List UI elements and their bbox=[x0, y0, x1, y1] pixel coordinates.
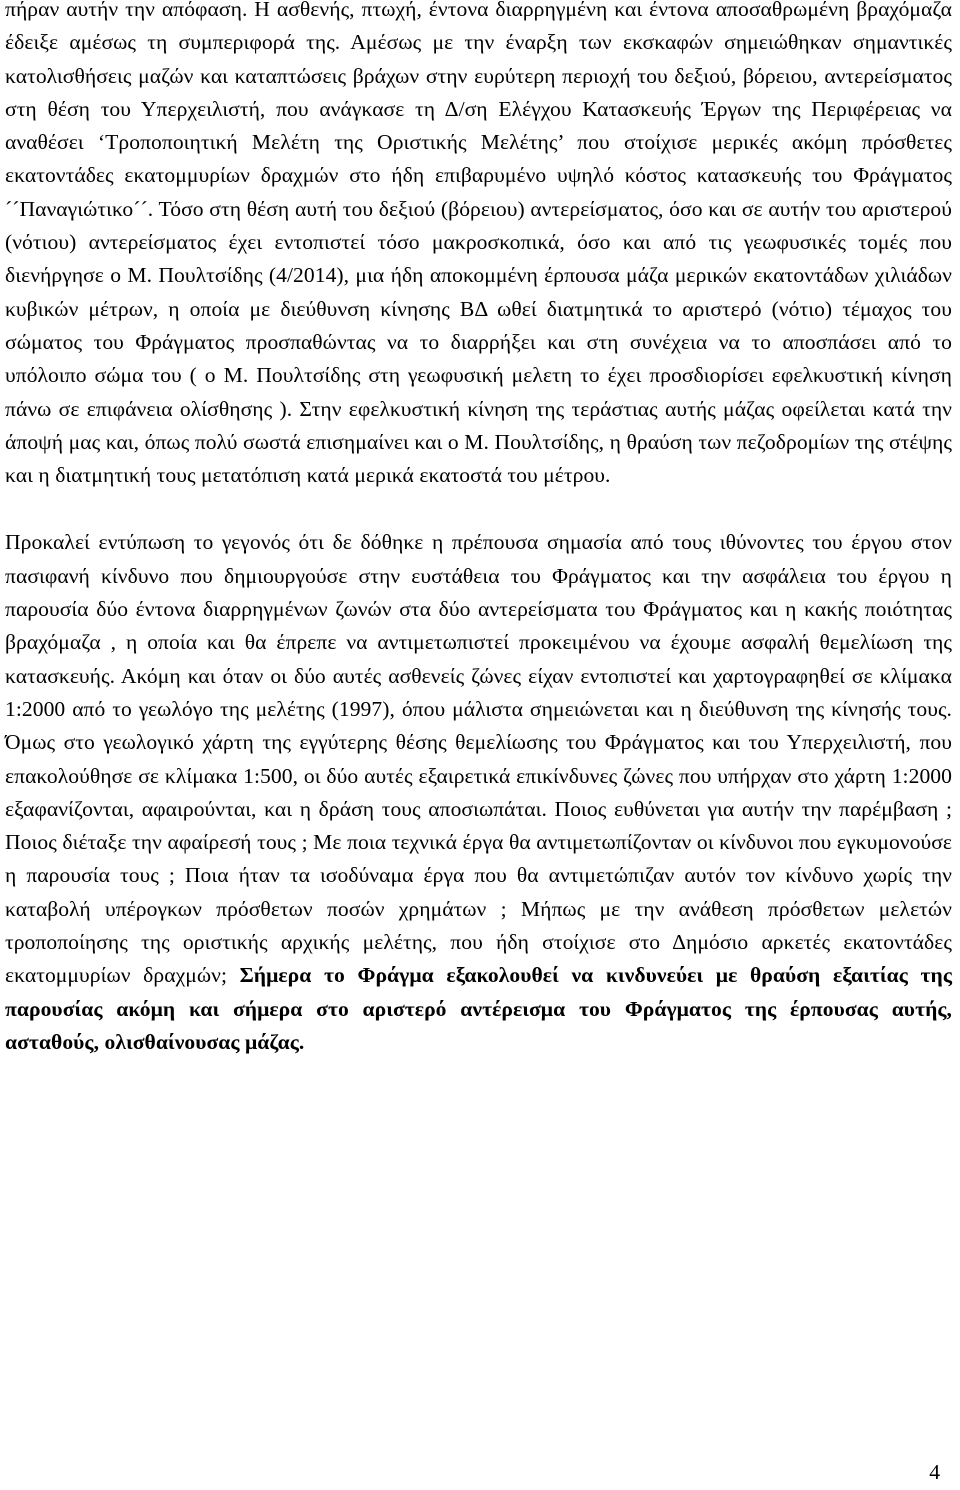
body-paragraph-2-bold-conclusion: Σήμερα το Φράγμα εξακολουθεί να κινδυνεύει με θραύση εξαιτίας της παρουσίας ακόμη και σήμερα στο αριστερό αντέρεισμα του Φράγματος της έρπουσας αυτής, ασταθούς, ολισθαίνουσας μάζας. bbox=[5, 963, 952, 1054]
body-paragraph-2-text: Προκαλεί εντύπωση το γεγονός ότι δε δόθηκε η πρέπουσα σημασία από τους ιθύνοντες του έργου στον πασιφανή κίνδυνο που δημιουργούσε στην ευστάθεια του Φράγματος και την ασφάλεια του έργου η παρουσία δύο έντονα διαρρηγμένων ζωνών στα δύο αντερείσματα του Φράγματος και η κακής ποιότητας βραχόμαζα , η οποία και θα έπρεπε να αντιμετωπιστεί προκειμένου να έχουμε ασφαλή θεμελίωση της κατασκευής. Ακόμη και όταν οι δύο αυτές ασθενείς ζώνες είχαν εντοπιστεί και χαρτογραφηθεί σε κλίμακα 1:2000 από το γεωλόγο της μελέτης (1997), όπου μάλιστα σημειώνεται και η διεύθυνση της κίνησής τους. Όμως στο γεωλογικό χάρτη της εγγύτερης θέσης θεμελίωσης του Φράγματος και του Υπερχειλιστή, που επακολούθησε σε κλίμακα 1:500, οι δύο αυτές εξαιρετικά επικίνδυνες ζώνες που υπήρχαν στο χάρτη 1:2000 εξαφανίζονται, αφαιρούνται, και η δράση τους αποσιωπάται. Ποιος ευθύνεται για αυτήν την παρέμβαση ; Ποιος διέταξε την αφαίρεσή τους ; Με ποια τεχνικά έργα θα αντιμετωπίζονταν οι κίνδυνοι που εγκυμονούσε η παρουσία τους ; Ποια ήταν τα ισοδύναμα έργα που θα αντιμετώπιζαν αυτόν τον κίνδυνο χωρίς την καταβολή υπέρογκων πρόσθετων ποσών χρημάτων ; Μήπως με την ανάθεση πρόσθετων μελετών τροποποίησης της οριστικής αρχικής μελέτης, που ήδη στοίχισε στο Δημόσιο αρκετές εκατοντάδες εκατομμυρίων δραχμών; bbox=[5, 530, 952, 988]
page-number: 4 bbox=[929, 1460, 940, 1484]
body-paragraph-2 bbox=[5, 526, 952, 1059]
document-page bbox=[5, 0, 952, 1059]
body-paragraph-1: πήραν αυτήν την απόφαση. Η ασθενής, πτωχή, έντονα διαρρηγμένη και έντονα αποσαθρωμένη βραχόμαζα έδειξε αμέσως τη συμπεριφορά της. Αμέσως με την έναρξη των εκσκαφών σημειώθηκαν σημαντικές κατολισθήσεις μαζών και καταπτώσεις βράχων στην ευρύτερη περιοχή του δεξιού, βόρειου, αντερείσματος στη θέση του Υπερχειλιστή, που ανάγκασε τη Δ/ση Ελέγχου Κατασκευής Έργων της Περιφέρειας να αναθέσει ‘Τροποποιητική Μελέτη της Οριστικής Μελέτης’ που στοίχισε μερικές ακόμη πρόσθετες εκατοντάδες εκατομμυρίων δραχμών στο ήδη επιβαρυμένο υψηλό κόστος κατασκευής του Φράγματος ´´Παναγιώτικο´´. Τόσο στη θέση αυτή του δεξιού (βόρειου) αντερείσματος, όσο και σε αυτήν του αριστερού (νότιου) αντερείσματος έχει εντοπιστεί τόσο μακροσκοπικά, όσο και από τις γεωφυσικές τομές που διενήργησε ο Μ. Πουλτσίδης (4/2014), μια ήδη αποκομμένη έρπουσα μάζα μερικών εκατοντάδων χιλιάδων κυβικών μέτρων, η οποία με διεύθυνση κίνησης ΒΔ ωθεί διατμητικά το αριστερό (νότιο) τέμαχος του σώματος του Φράγματος προσπαθώντας να το διαρρήξει και στη συνέχεια να το αποσπάσει από το υπόλοιπο σώμα του ( ο Μ. Πουλτσίδης στη γεωφυσική μελετη το έχει προσδιορίσει εφελκυστική κίνηση πάνω σε επιφάνεια ολίσθησης ). Στην εφελκυστική κίνηση της τεράστιας αυτής μάζας οφείλεται κατά την άποψή μας και, όπως πολύ σωστά επισημαίνει και ο Μ. Πουλτσίδης, η θραύση των πεζοδρομίων της στέψης και η διατμητική τους μετατόπιση κατά μερικά εκατοστά του μέτρου. bbox=[5, 0, 952, 488]
